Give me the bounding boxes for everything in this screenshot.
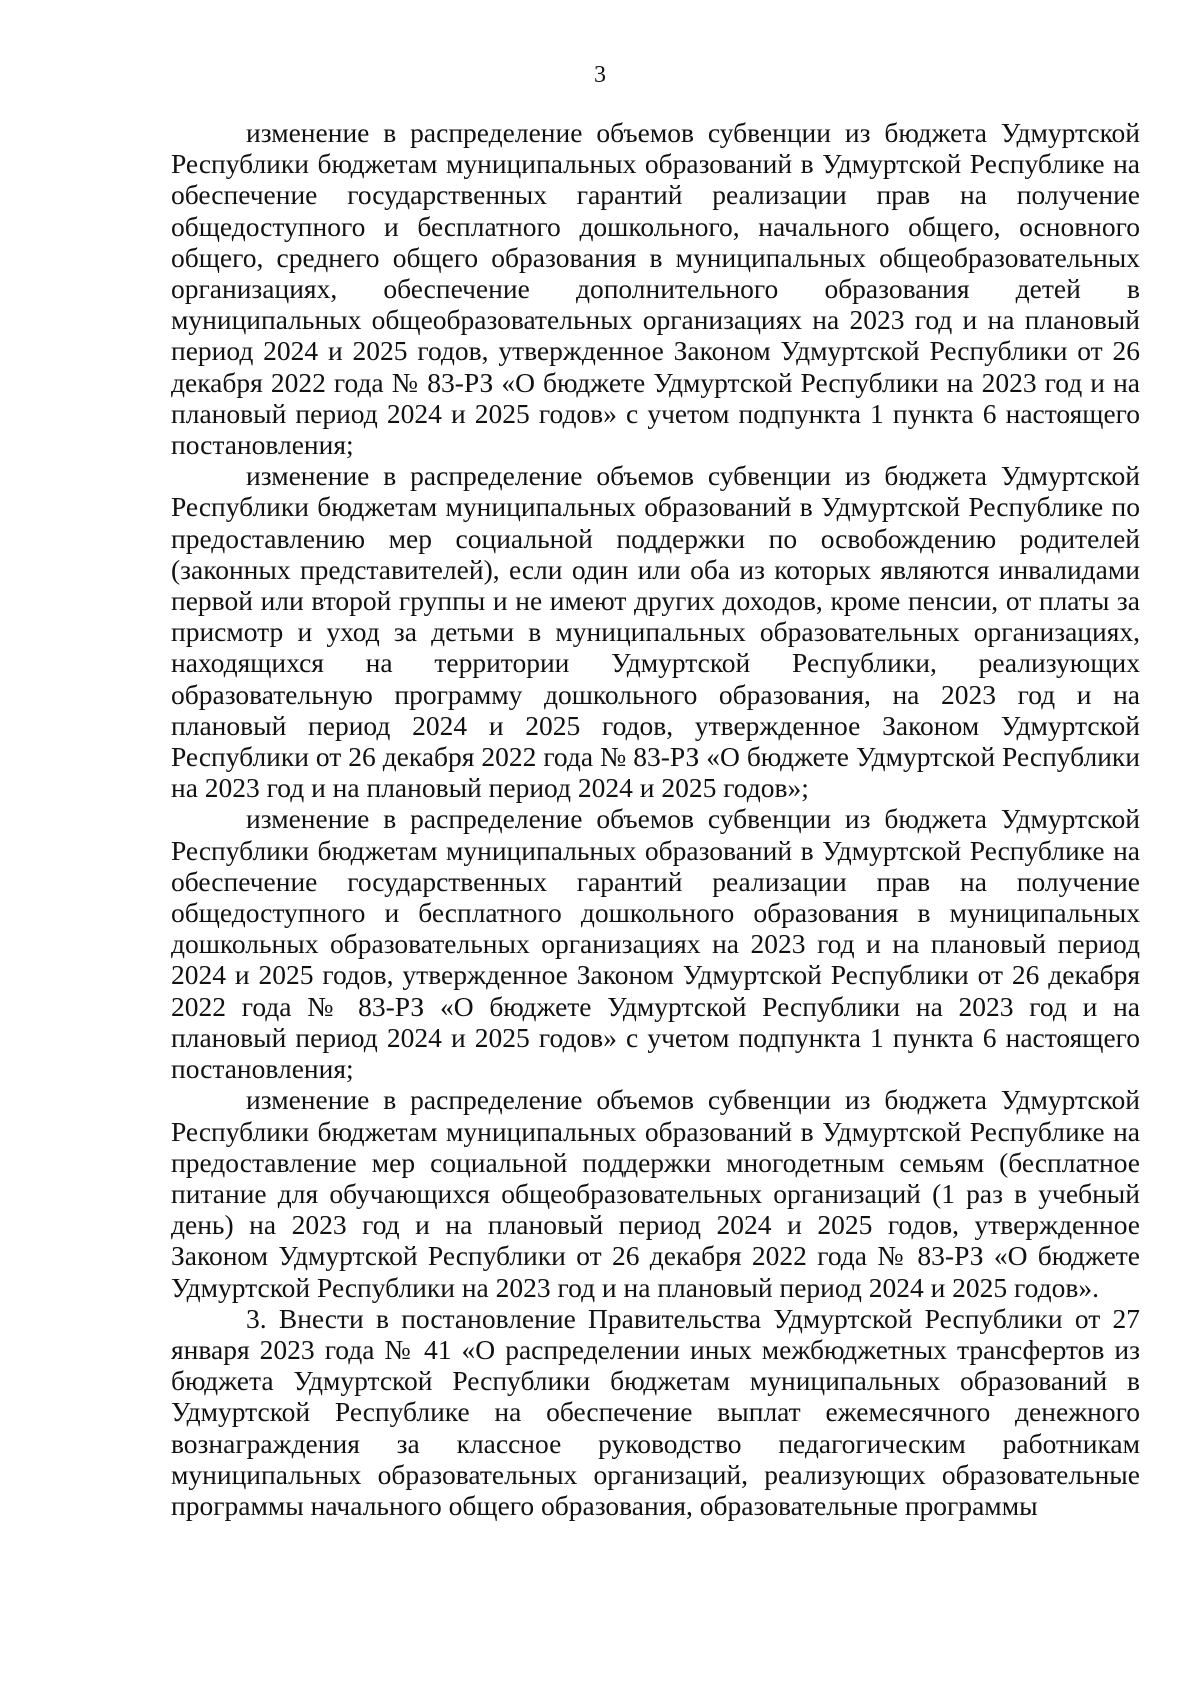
page-number: 3 <box>594 62 606 88</box>
paragraph-subvention-large-families: изменение в распределение объемов субвенции из бюджета Удмуртской Республики бюджетам муниципальных образований в Удмуртской Республике на предоставление мер социальной поддержки многодетным семьям (бесплатное питание для обучающихся общеобразовательных организаций (1 раз в учебный день) на 2023 год и на плановый период 2024 и 2025 годов, утвержденное Законом Удмуртской Республики от 26 декабря 2022 года № 83-РЗ «О бюджете Удмуртской Республики на 2023 год и на плановый период 2024 и 2025 годов». <box>171 1084 1140 1303</box>
paragraph-subvention-parents-disabled: изменение в распределение объемов субвенции из бюджета Удмуртской Республики бюджетам муниципальных образований в Удмуртской Республике по предоставлению мер социальной поддержки по освобождению родителей (законных представителей), если один или оба из которых являются инвалидами первой или второй группы и не имеют других доходов, кроме пенсии, от платы за присмотр и уход за детьми в муниципальных образовательных организациях, находящихся на территории Удмуртской Республики, реализующих образовательную программу дошкольного образования, на 2023 год и на плановый период 2024 и 2025 годов, утвержденное Законом Удмуртской Республики от 26 декабря 2022 года № 83-РЗ «О бюджете Удмуртской Республики на 2023 год и на плановый период 2024 и 2025 годов»; <box>171 460 1140 804</box>
document-body <box>171 117 1140 1521</box>
paragraph-subvention-preschool-education: изменение в распределение объемов субвенции из бюджета Удмуртской Республики бюджетам муниципальных образований в Удмуртской Республике на обеспечение государственных гарантий реализации прав на получение общедоступного и бесплатного дошкольного образования в муниципальных дошкольных образовательных организациях на 2023 год и на плановый период 2024 и 2025 годов, утвержденное Законом Удмуртской Республики от 26 декабря 2022 года № 83-РЗ «О бюджете Удмуртской Республики на 2023 год и на плановый период 2024 и 2025 годов» с учетом подпункта 1 пункта 6 настоящего постановления; <box>171 803 1140 1085</box>
paragraph-subvention-general-education: изменение в распределение объемов субвенции из бюджета Удмуртской Республики бюджетам муниципальных образований в Удмуртской Республике на обеспечение государственных гарантий реализации прав на получение общедоступного и бесплатного дошкольного, начального общего, основного общего, среднего общего образования в муниципальных общеобразовательных организациях, обеспечение дополнительного образования детей в муниципальных общеобразовательных организациях на 2023 год и на плановый период 2024 и 2025 годов, утвержденное Законом Удмуртской Республики от 26 декабря 2022 года № 83-РЗ «О бюджете Удмуртской Республики на 2023 год и на плановый период 2024 и 2025 годов» с учетом подпункта 1 пункта 6 настоящего постановления; <box>171 117 1140 461</box>
paragraph-item-3-amendment: 3. Внести в постановление Правительства Удмуртской Республики от 27 января 2023 года № 41 «О распределении иных межбюджетных трансфертов из бюджета Удмуртской Республики бюджетам муниципальных образований в Удмуртской Республике на обеспечение выплат ежемесячного денежного вознаграждения за классное руководство педагогическим работникам муниципальных образовательных организаций, реализующих образовательные программы начального общего образования, образовательные программы <box>171 1302 1140 1521</box>
